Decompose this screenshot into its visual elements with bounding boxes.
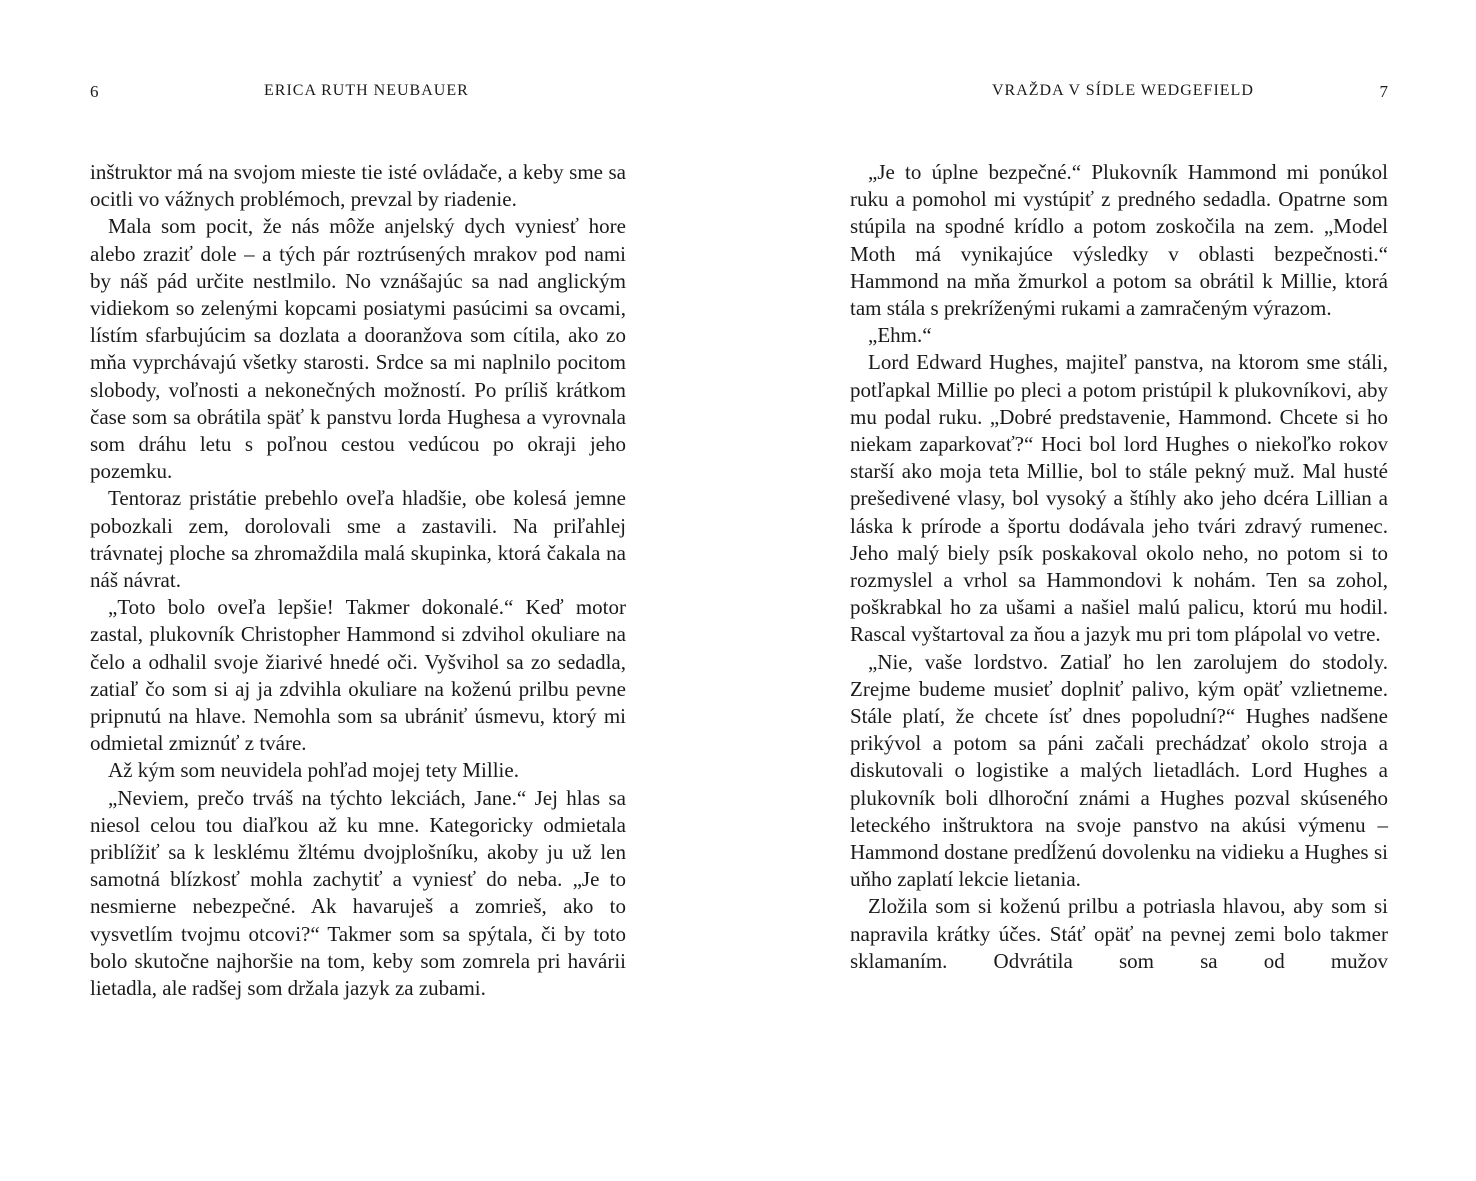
left-page bbox=[90, 0, 626, 1181]
paragraph: „Nie, vaše lordstvo. Zatiaľ ho len zarolujem do stodoly. Zrejme budeme musieť doplniť palivo, kým opäť vzlietneme. Stále platí, že chcete ísť dnes popoludní?“ Hughes nadšene prikývol a potom sa páni začali prechádzať okolo stroja a diskutovali o logistike a malých lietadlách. Lord Hughes a plukovník boli dlhoroční známi a Hughes pozval skúseného leteckého inštruktora na svoje panstvo na akúsi výmenu – Hammond dostane predĺženú dovolenku na vidieku a Hughes si uňho zaplatí lekcie lietania. bbox=[850, 649, 1388, 892]
page-number: 6 bbox=[90, 82, 99, 101]
paragraph: „Neviem, prečo trváš na týchto lekciách, Jane.“ Jej hlas sa niesol celou tou diaľkou až ku mne. Kategoricky odmietala priblížiť sa k lesklému žltému dvojplošníku, akoby ju už len samotná blízkosť mohla zachytiť a vyniesť do neba. „Je to nesmierne nebezpečné. Ak havaruješ a zomrieš, ako to vysvetlím tvojmu otcovi?“ Takmer som sa spýtala, či by toto bolo skutočne najhoršie na tom, keby som zomrela pri havárii lietadla, ale radšej som držala jazyk za zubami. bbox=[90, 785, 626, 1001]
paragraph: „Ehm.“ bbox=[868, 323, 932, 348]
right-body-text bbox=[850, 159, 1388, 975]
paragraph: Tentoraz pristátie prebehlo oveľa hladšie, obe kolesá jemne pobozkali zem, dorolovali sme a zastavili. Na priľahlej trávnatej ploche sa zhromaždila malá skupinka, ktorá čakala na náš návrat. bbox=[90, 486, 626, 593]
left-body-text bbox=[90, 159, 626, 1002]
paragraph: „Je to úplne bezpečné.“ Plukovník Hammond mi ponúkol ruku a pomohol mi vystúpiť z predného sedadla. Opatrne som stúpila na spodné krídlo a potom zoskočila na zem. „Model Moth má vynikajúce výsledky v oblasti bezpečnosti.“ Hammond na mňa žmurkol a potom sa obrátil k Millie, ktorá tam stála s prekríženými rukami a zamračeným výrazom. bbox=[850, 160, 1388, 321]
paragraph: Zložila som si koženú prilbu a potriasla hlavou, aby som si napravila krátky účes. Stáť opäť na pevnej zemi bolo takmer sklamaním. Odvrátila som sa od mužov bbox=[850, 894, 1388, 973]
right-running-head bbox=[850, 82, 1388, 106]
paragraph: Mala som pocit, že nás môže anjelský dych vyniesť hore alebo zraziť dole – a tých pár roztrúsených mrakov pod nami by náš pád určite nestlmilo. No vznášajúc sa nad anglickým vidiekom so zelenými kopcami posiatymi pasúcimi sa ovcami, lístím sfarbujúcim sa dozlata a dooranžova som cítila, ako zo mňa vyprchávajú všetky starosti. Srdce sa mi naplnilo pocitom slobody, voľnosti a nekonečných možností. Po príliš krátkom čase som sa obrátila späť k panstvu lorda Hughesa a vyrovnala som dráhu letu s poľnou cestou vedúcou po okraji jeho pozemku. bbox=[90, 214, 626, 484]
right-page bbox=[850, 0, 1388, 1181]
book-title: VRAŽDA V SÍDLE WEDGEFIELD bbox=[992, 82, 1254, 99]
author-name: ERICA RUTH NEUBAUER bbox=[264, 82, 469, 99]
paragraph: inštruktor má na svojom mieste tie isté ovládače, a keby sme sa ocitli vo vážnych problémoch, prevzal by riadenie. bbox=[90, 160, 626, 212]
paragraph: „Toto bolo oveľa lepšie! Takmer dokonalé.“ Keď motor zastal, plukovník Christopher Hammond si zdvihol okuliare na čelo a odhalil svoje žiarivé hnedé oči. Vyšvihol sa zo sedadla, zatiaľ čo som si aj ja zdvihla okuliare na koženú prilbu pevne pripnutú na hlave. Nemohla som sa ubrániť úsmevu, ktorý mi odmietal zmiznúť z tváre. bbox=[90, 595, 626, 756]
paragraph: Lord Edward Hughes, majiteľ panstva, na ktorom sme stáli, potľapkal Millie po pleci a potom pristúpil k plukovníkovi, aby mu podal ruku. „Dobré predstavenie, Hammond. Chcete si ho niekam zaparkovať?“ Hoci bol lord Hughes o niekoľko rokov starší ako moja teta Millie, bol to stále pekný muž. Mal husté prešedivené vlasy, bol vysoký a štíhly ako jeho dcéra Lillian a láska k prírode a športu dodávala jeho tvári zdravý rumenec. Jeho malý biely psík poskakoval okolo neho, no potom si to rozmyslel a vrhol sa Hammondovi k nohám. Ten sa zohol, poškrabkal ho za ušami a našiel malú palicu, ktorú mu hodil. Rascal vyštartoval za ňou a jazyk mu pri tom plápolal vo vetre. bbox=[850, 350, 1388, 647]
paragraph: Až kým som neuvidela pohľad mojej tety Millie. bbox=[108, 758, 519, 783]
page-number: 7 bbox=[1379, 82, 1388, 101]
left-running-head bbox=[90, 82, 626, 106]
